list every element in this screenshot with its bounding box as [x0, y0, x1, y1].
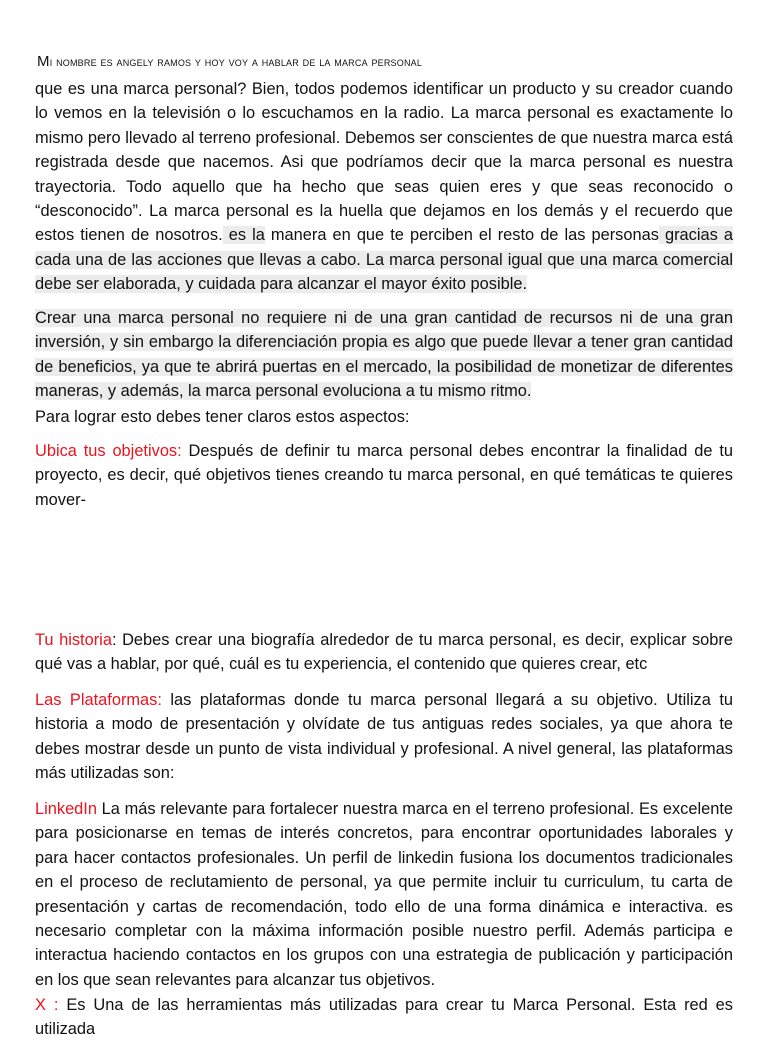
paragraph-definition	[35, 77, 733, 297]
linkedin-text: La más relevante para fortalecer nuestra marca en el terreno profesional. Es excelente para posicionarse en temas de interés concretos, para encontrar oportunidades laborales y para hacer contactos profesionales. Un perfil de linkedin fusiona los documentos tradicionales en el proceso de reclutamiento de personal, ya que permite incluir tu curriculum, tu carta de presentación y cartas de recomendación, todo ello de una forma dinámica e interactiva. es necesario completar con la máxima información posible nuestro perfil. Además participa e interactua haciendo contactos en los grupos con una estrategia de publicación y participación en los que sean relevantes para alcanzar tus objetivos.	[35, 800, 733, 989]
p1-text-a: que es una marca personal? Bien, todos podemos identificar un producto y su creador cuando lo vemos en la televisión o lo escuchamos en la radio. La marca personal es exactamente lo mismo pero llevado al terreno profesional. Debemos ser conscientes de que nuestra marca está registrada desde que nacemos. Asi que podríamos decir que la marca personal es nuestra trayectoria. Todo aquello que ha hecho que seas quien eres y que seas reconocido o “desconocido”. La marca personal es la huella que dejamos en los demás y el recuerdo que estos tienen de nosotros.	[35, 80, 733, 245]
paragraph-aspects-intro: Para lograr esto debes tener claros estos aspectos:	[35, 408, 410, 426]
paragraph-x	[35, 993, 733, 1042]
paragraph-history	[35, 628, 733, 677]
objectives-text: Después de definir tu marca personal debes encontrar la finalidad de tu proyecto, es decir, qué objetivos tienes creando tu marca personal, en qué temáticas te quieres mover-	[35, 442, 733, 509]
p1-text-c: manera en que te perciben el resto de las personas	[264, 226, 659, 245]
heading-text: i nombre es angely ramos y hoy voy a hablar de la marca personal	[49, 55, 423, 69]
objectives-label: Ubica tus objetivos:	[35, 442, 182, 460]
heading-initial: M	[37, 53, 50, 70]
p2-text: Crear una marca personal no requiere ni de una gran cantidad de recursos ni de una gran inversión, y sin embargo la diferenciación propia es algo que puede llevar a tener gran cantidad de beneficios, ya que te abrirá puertas en el mercado, la posibilidad de monetizar de diferentes maneras, y además, la marca personal evoluciona a tu mismo ritmo.	[35, 309, 733, 401]
history-label: Tu historia	[35, 631, 112, 649]
platforms-label: Las Plataformas:	[35, 691, 162, 709]
paragraph-creating	[35, 306, 733, 404]
p1-text-b: es la	[222, 226, 265, 245]
x-text: Es Una de las herramientas más utilizadas para crear tu Marca Personal. Esta red es utilizada	[35, 996, 733, 1039]
paragraph-objectives	[35, 439, 733, 512]
platforms-text: las plataformas donde tu marca personal llegará a su objetivo. Utiliza tu historia a modo de presentación y olvídate de tus antiguas redes sociales, ya que ahora te debes mostrar desde un punto de vista individual y profesional. A nivel general, las plataformas más utilizadas son:	[35, 691, 733, 783]
paragraph-platforms	[35, 688, 733, 786]
x-label: X :	[35, 996, 59, 1014]
document-heading	[37, 53, 737, 70]
p1-text-e: marca comercial debe ser elaborada, y cuidada para alcanzar el mayor éxito posible.	[35, 250, 733, 294]
linkedin-label: LinkedIn	[35, 800, 97, 818]
paragraph-linkedin	[35, 797, 733, 992]
history-text: : Debes crear una biografía alrededor de tu marca personal, es decir, explicar sobre qué vas a hablar, por qué, cuál es tu experiencia, el contenido que quieres crear, etc	[35, 631, 733, 674]
p1-text-d: gracias a cada una de las acciones que llevas a cabo. La marca personal igual que una	[35, 226, 733, 269]
